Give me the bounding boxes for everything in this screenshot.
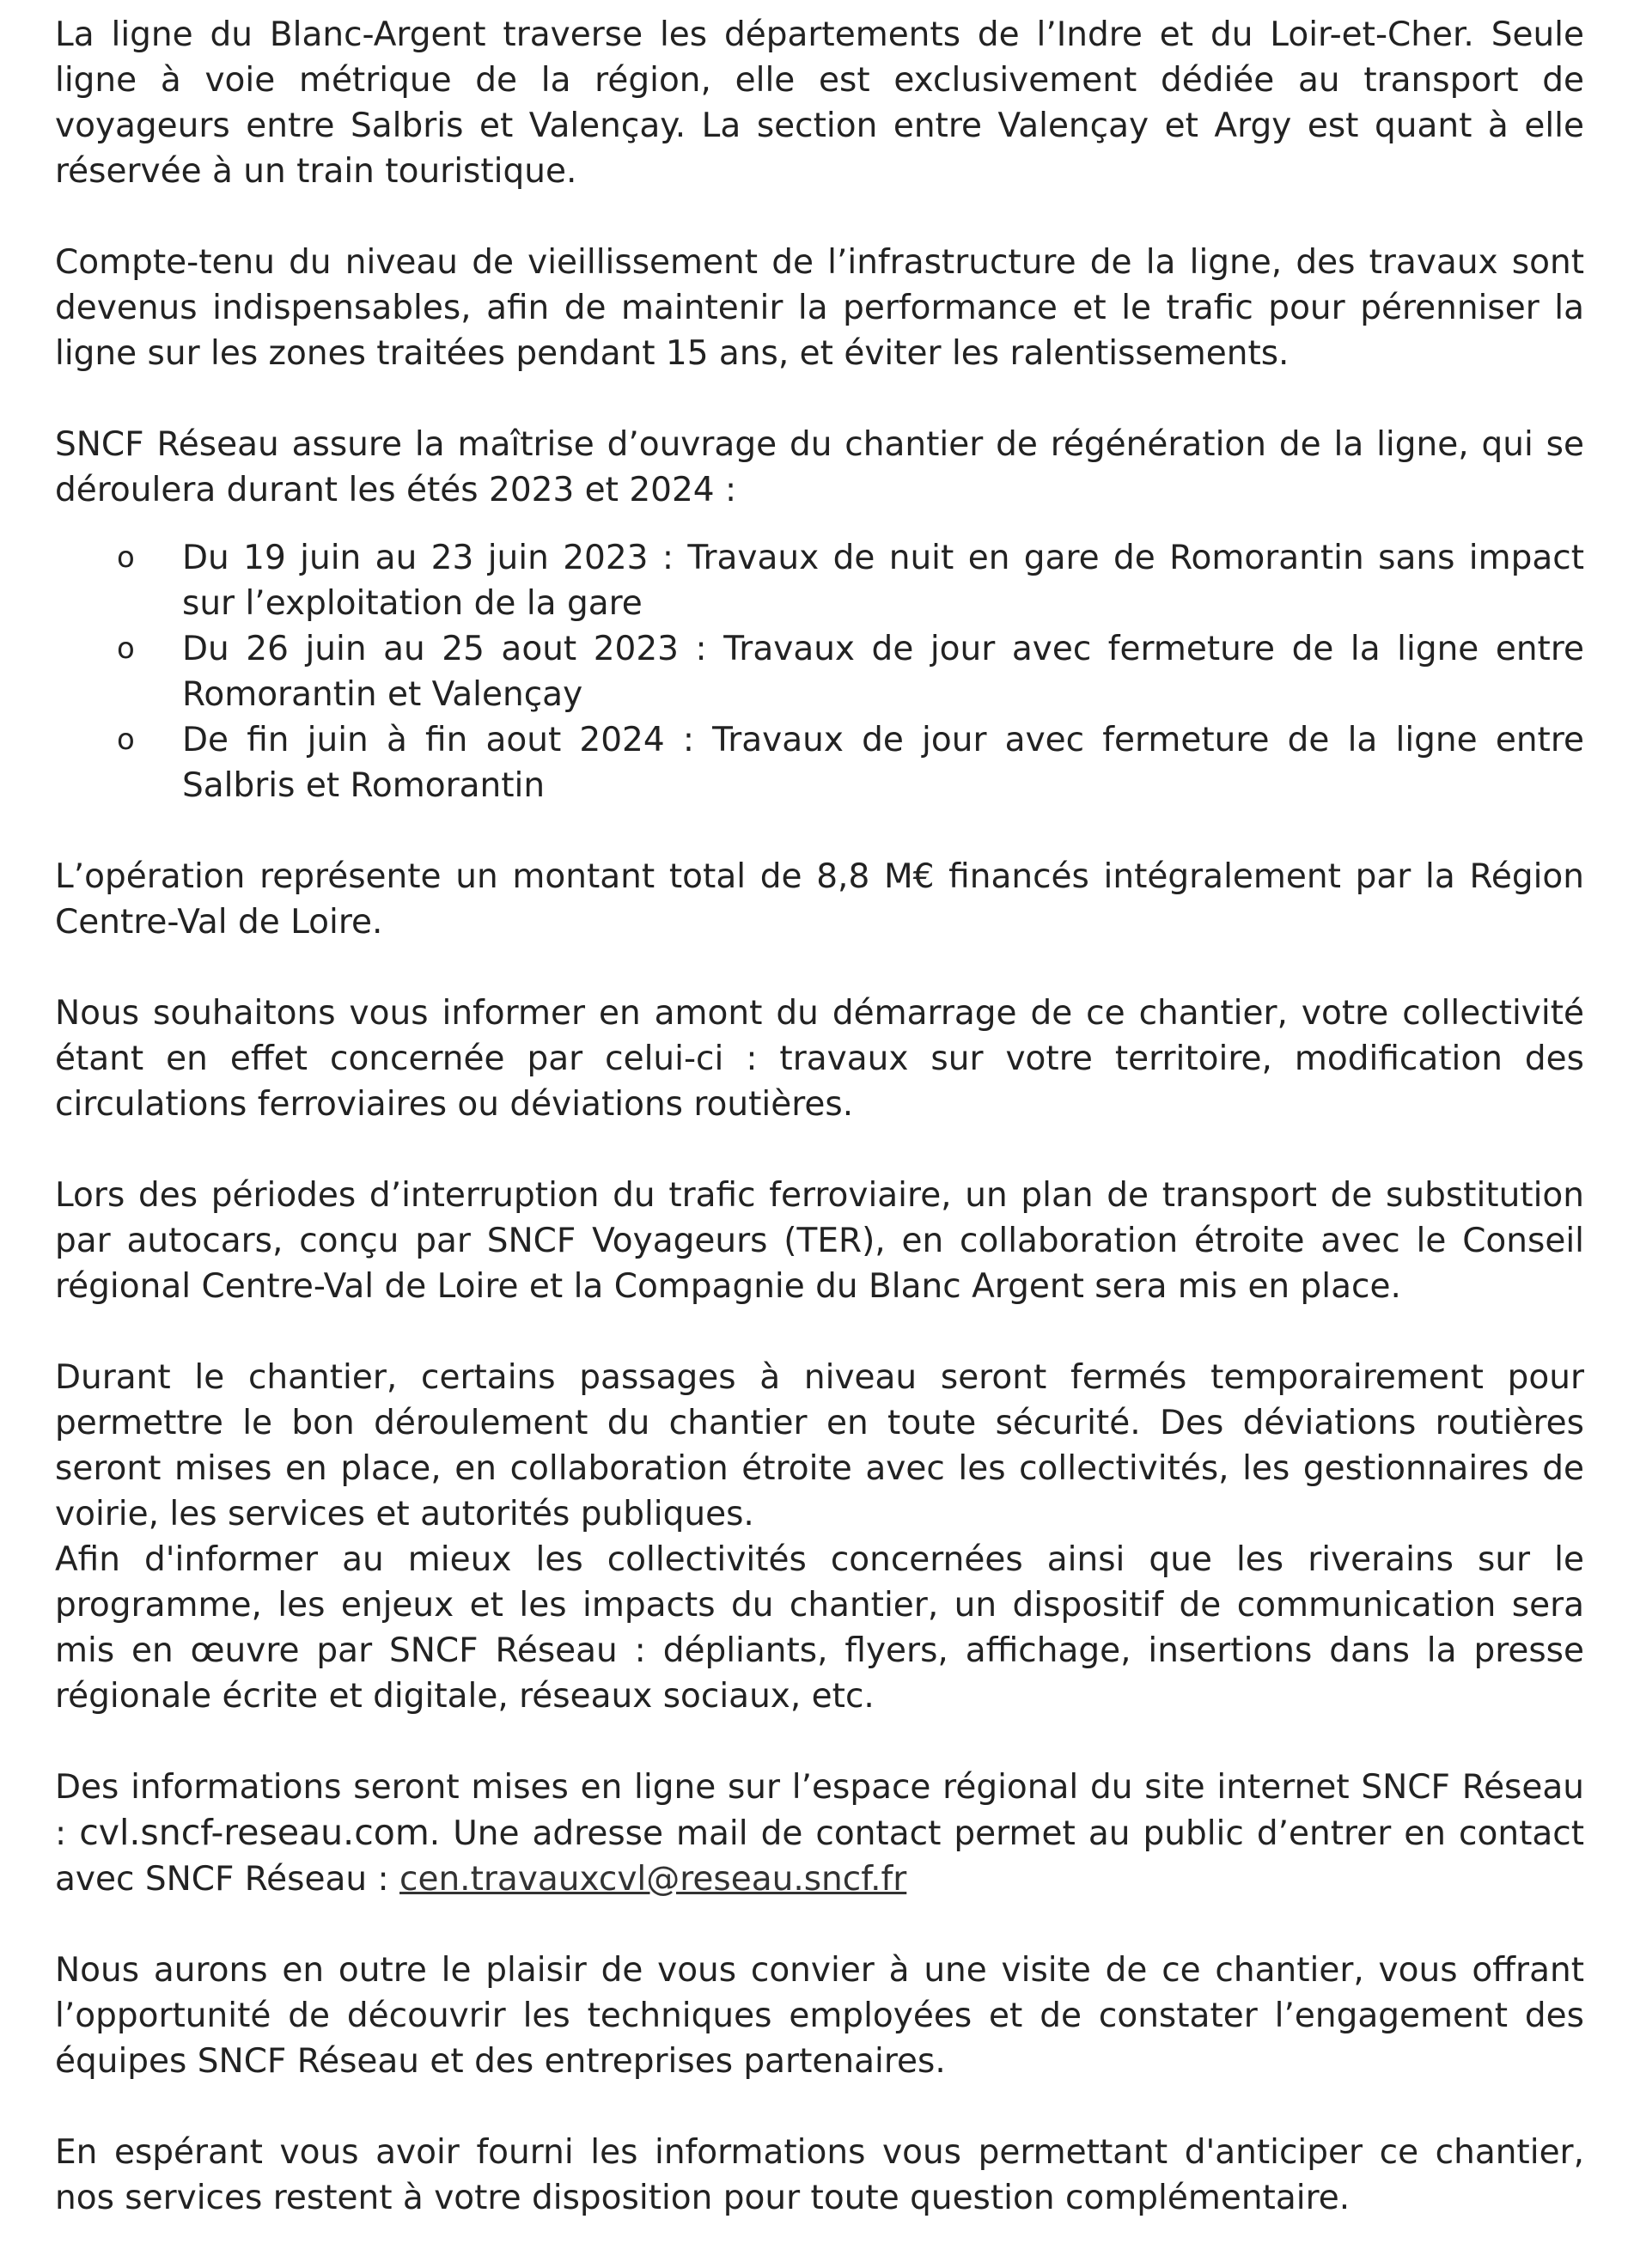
paragraph-project-owner: SNCF Réseau assure la maîtrise d’ouvrage du chantier de régénération de la ligne, qui se déroulera durant les étés 2023 et 2024 :	[55, 425, 1584, 509]
paragraph-substitution-transport: Lors des périodes d’interruption du trafic ferroviaire, un plan de transport de substitution par autocars, conçu par SNCF Voyageurs (TER), en collaboration étroite avec le Conseil régional Centre-Val de Loire et la Compagnie du Blanc Argent sera mis en place.	[55, 1176, 1584, 1306]
paragraph-closing: En espérant vous avoir fourni les informations vous permettant d'anticiper ce chantier, nos services restent à votre disposition pour toute question complémentaire.	[55, 2133, 1584, 2217]
list-item	[55, 535, 1584, 626]
letter-body	[55, 12, 1584, 2266]
list-item	[55, 626, 1584, 717]
schedule-item-text: De fin juin à fin aout 2024 : Travaux de jour avec fermeture de la ligne entre Salbris et Romorantin	[182, 721, 1584, 805]
online-info-middle: . Une adresse mail de contact permet au public d’entrer en contact avec SNCF Réseau :	[55, 1814, 1584, 1899]
paragraph-site-visit: Nous aurons en outre le plaisir de vous convier à une visite de ce chantier, vous offrant l’opportunité de découvrir les techniques employées et de constater l’engagement des équipes SNCF Réseau et des entreprises partenaires.	[55, 1951, 1584, 2081]
paragraph-online-info	[55, 1765, 1584, 1902]
paragraph-works-need: Compte-tenu du niveau de vieillissement de l’infrastructure de la ligne, des travaux sont devenus indispensables, afin de maintenir la performance et le trafic pour pérenniser la ligne sur les zones traitées pendant 15 ans, et éviter les ralentissements.	[55, 243, 1584, 373]
paragraph-communication: Afin d'informer au mieux les collectivités concernées ainsi que les riverains sur le programme, les enjeux et les impacts du chantier, un dispositif de communication sera mis en œuvre par SNCF Réseau : dépliants, flyers, affichage, insertions dans la presse régionale écrite et digitale, réseaux sociaux, etc.	[55, 1540, 1584, 1716]
paragraph-funding: L’opération représente un montant total de 8,8 M€ financés intégralement par la Région Centre-Val de Loire.	[55, 857, 1584, 942]
paragraph-information: Nous souhaitons vous informer en amont du démarrage de ce chantier, votre collectivité étant en effet concernée par celui-ci : travaux sur votre territoire, modification des circulations ferroviaires ou déviations routières.	[55, 994, 1584, 1124]
bullet-marker: o	[117, 631, 135, 666]
paragraph-level-crossings: Durant le chantier, certains passages à niveau seront fermés temporairement pour permettre le bon déroulement du chantier en toute sécurité. Des déviations routières seront mises en place, en collaboration étroite avec les collectivités, les gestionnaires de voirie, les services et autorités publiques.	[55, 1358, 1584, 1533]
schedule-item-text: Du 19 juin au 23 juin 2023 : Travaux de nuit en gare de Romorantin sans impact sur l’exploitation de la gare	[182, 539, 1584, 623]
bullet-marker: o	[117, 722, 135, 757]
schedule-item-text: Du 26 juin au 25 aout 2023 : Travaux de jour avec fermeture de la ligne entre Romorantin et Valençay	[182, 630, 1584, 714]
list-item	[55, 717, 1584, 808]
works-schedule-list	[55, 535, 1584, 808]
paragraph-line-description: La ligne du Blanc-Argent traverse les départements de l’Indre et du Loir-et-Cher. Seule ligne à voie métrique de la région, elle est exclusivement dédiée au transport de voyageurs entre Salbris et Valençay. La section entre Valençay et Argy est quant à elle réservée à un train touristique.	[55, 15, 1584, 191]
website-link[interactable]: cvl.sncf-reseau.com	[79, 1812, 430, 1853]
bullet-marker: o	[117, 540, 135, 575]
online-info-intro: Des informations seront mises en ligne sur l’espace régional du site internet SNCF Réseau :	[55, 1768, 1584, 1853]
contact-email-link[interactable]: cen.travauxcvl@reseau.sncf.fr	[399, 1860, 907, 1899]
